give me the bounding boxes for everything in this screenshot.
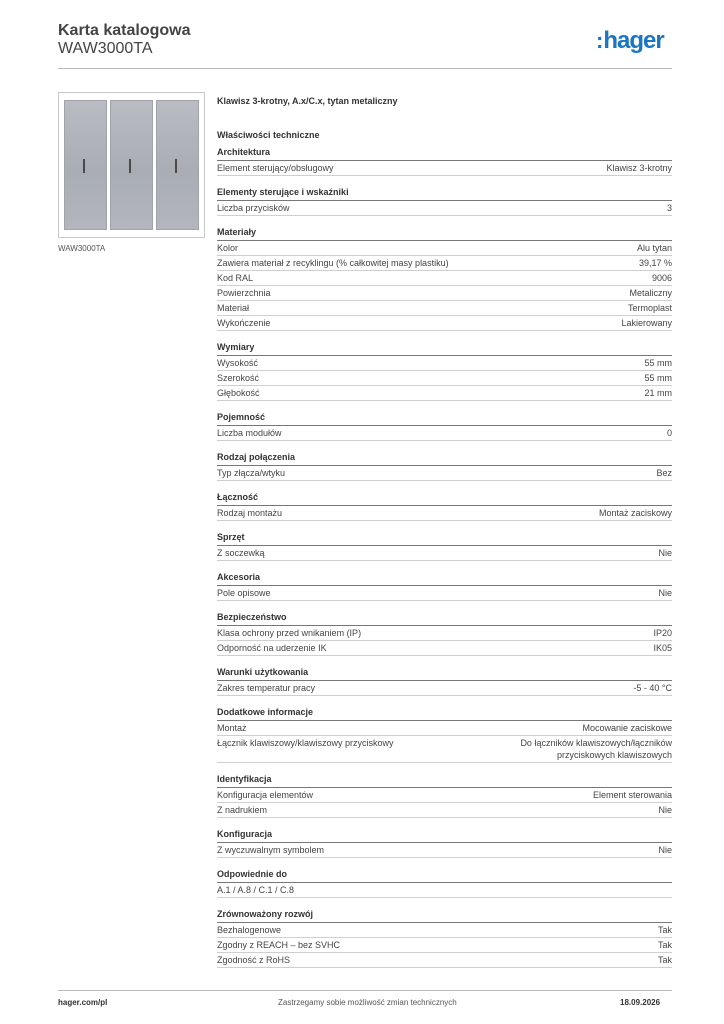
spec-row [217,736,672,763]
spec-label: Pole opisowe [217,588,271,598]
spec-row [217,546,672,561]
spec-value: Alu tytan [636,243,672,253]
spec-value: 0 [666,428,672,438]
section-title: Architektura [217,146,672,161]
spec-section [217,571,672,601]
spec-section [217,411,672,441]
spec-section [217,531,672,561]
rocker-right [156,100,199,230]
spec-label: Kolor [217,243,239,253]
spec-value: 21 mm [644,388,672,398]
logo-dots-icon: : [596,28,603,53]
spec-value: Element sterowania [592,790,672,800]
spec-value: Nie [658,845,672,855]
spec-row [217,286,672,301]
spec-label: Montaż [217,723,247,733]
section-title: Materiały [217,226,672,241]
hager-logo[interactable] [596,28,664,54]
spec-label: Wysokość [217,358,258,368]
footer-website[interactable]: hager.com/pl [58,998,108,1007]
spec-value: Nie [658,588,672,598]
spec-section [217,706,672,763]
spec-label: Liczba modułów [217,428,282,438]
section-title: Warunki użytkowania [217,666,672,681]
spec-row [217,803,672,818]
spec-value: 55 mm [644,358,672,368]
spec-section [217,828,672,858]
spec-value: Nie [658,548,672,558]
rocker-mark-icon [129,159,131,173]
spec-label: Liczba przycisków [217,203,290,213]
spec-section [217,226,672,331]
section-title: Odpowiednie do [217,868,672,883]
section-title: Dodatkowe informacje [217,706,672,721]
section-title: Bezpieczeństwo [217,611,672,626]
spec-value: -5 - 40 °C [633,683,672,693]
spec-row [217,256,672,271]
product-code: WAW3000TA [58,40,153,57]
spec-label: Bezhalogenowe [217,925,282,935]
header-divider [58,68,672,69]
spec-row [217,788,672,803]
spec-value: Metaliczny [629,288,672,298]
spec-value: Bez [656,468,672,478]
spec-value: Tak [657,955,672,965]
product-image [58,92,205,238]
spec-section [217,773,672,818]
spec-value: 9006 [651,273,672,283]
spec-row [217,938,672,953]
image-caption: WAW3000TA [58,244,106,253]
spec-label: Szerokość [217,373,260,383]
spec-value: Nie [658,805,672,815]
spec-row [217,923,672,938]
spec-label: Wykończenie [217,318,271,328]
spec-label: Typ złącza/wtyku [217,468,286,478]
spec-row [217,161,672,176]
footer-disclaimer: Zastrzegamy sobie możliwość zmian technicznych [278,998,457,1007]
section-title: Wymiary [217,341,672,356]
spec-section [217,341,672,401]
tech-properties-heading: Właściwości techniczne [217,130,320,140]
spec-content [217,94,672,978]
spec-label: Z nadrukiem [217,805,268,815]
spec-label: Rodzaj montażu [217,508,283,518]
section-title: Rodzaj połączenia [217,451,672,466]
spec-value: 39,17 % [638,258,672,268]
spec-label: Zawiera materiał z recyklingu (% całkowitej masy plastiku) [217,258,449,268]
spec-value: Do łączników klawiszowych/łączników przyciskowych klawiszowych [520,738,672,760]
spec-row [217,466,672,481]
spec-label: Materiał [217,303,250,313]
spec-value: Klawisz 3-krotny [606,163,672,173]
section-title: Konfiguracja [217,828,672,843]
spec-label: Zgodność z RoHS [217,955,291,965]
spec-row [217,626,672,641]
spec-value: Montaż zaciskowy [598,508,672,518]
spec-row [217,386,672,401]
section-title: Elementy sterujące i wskaźniki [217,186,672,201]
section-title: Zrównoważony rozwój [217,908,672,923]
spec-label: Łącznik klawiszowy/klawiszowy przyciskowy [217,738,394,748]
spec-row [217,316,672,331]
spec-row [217,201,672,216]
spec-row [217,681,672,696]
spec-row [217,506,672,521]
spec-label: Powierzchnia [217,288,271,298]
spec-label: Element sterujący/obsługowy [217,163,334,173]
spec-value: Termoplast [627,303,672,313]
rocker-mark-icon [83,159,85,173]
spec-row [217,301,672,316]
spec-value: Tak [657,925,672,935]
spec-label: Głębokość [217,388,260,398]
spec-label: Odporność na uderzenie IK [217,643,327,653]
rocker-middle [110,100,153,230]
spec-value: IP20 [653,628,672,638]
spec-section [217,666,672,696]
spec-row [217,843,672,858]
spec-row [217,371,672,386]
spec-row [217,241,672,256]
spec-section [217,611,672,656]
spec-value: IK05 [653,643,672,653]
section-title: Sprzęt [217,531,672,546]
footer-date: 18.09.2026 [620,998,661,1007]
spec-row [217,426,672,441]
spec-label: Z soczewką [217,548,265,558]
spec-row [217,641,672,656]
spec-section [217,451,672,481]
spec-label: Klasa ochrony przed wnikaniem (IP) [217,628,362,638]
section-title: Łączność [217,491,672,506]
rocker-mark-icon [175,159,177,173]
section-title: Identyfikacja [217,773,672,788]
spec-section [217,146,672,176]
spec-label: Zgodny z REACH – bez SVHC [217,940,341,950]
spec-section [217,868,672,898]
rocker-left [64,100,107,230]
spec-value: Tak [657,940,672,950]
spec-row [217,883,672,898]
spec-section [217,186,672,216]
spec-row [217,953,672,968]
section-title: Akcesoria [217,571,672,586]
spec-label: Konfiguracja elementów [217,790,314,800]
spec-value: 3 [666,203,672,213]
spec-section [217,491,672,521]
product-description: Klawisz 3-krotny, A.x/C.x, tytan metaliczny [217,96,398,106]
spec-sections [217,146,672,968]
page-title: Karta katalogowa [58,22,191,39]
spec-row [217,356,672,371]
spec-section [217,908,672,968]
logo-text: hager [603,27,664,54]
spec-value: Lakierowany [621,318,672,328]
spec-row [217,586,672,601]
spec-label: Kod RAL [217,273,254,283]
spec-label: A.1 / A.8 / C.1 / C.8 [217,885,295,895]
spec-row [217,721,672,736]
spec-label: Zakres temperatur pracy [217,683,316,693]
spec-value: 55 mm [644,373,672,383]
section-title: Pojemność [217,411,672,426]
spec-row [217,271,672,286]
spec-label: Z wyczuwalnym symbolem [217,845,325,855]
spec-value: Mocowanie zaciskowe [582,723,672,733]
footer-divider [58,990,672,991]
